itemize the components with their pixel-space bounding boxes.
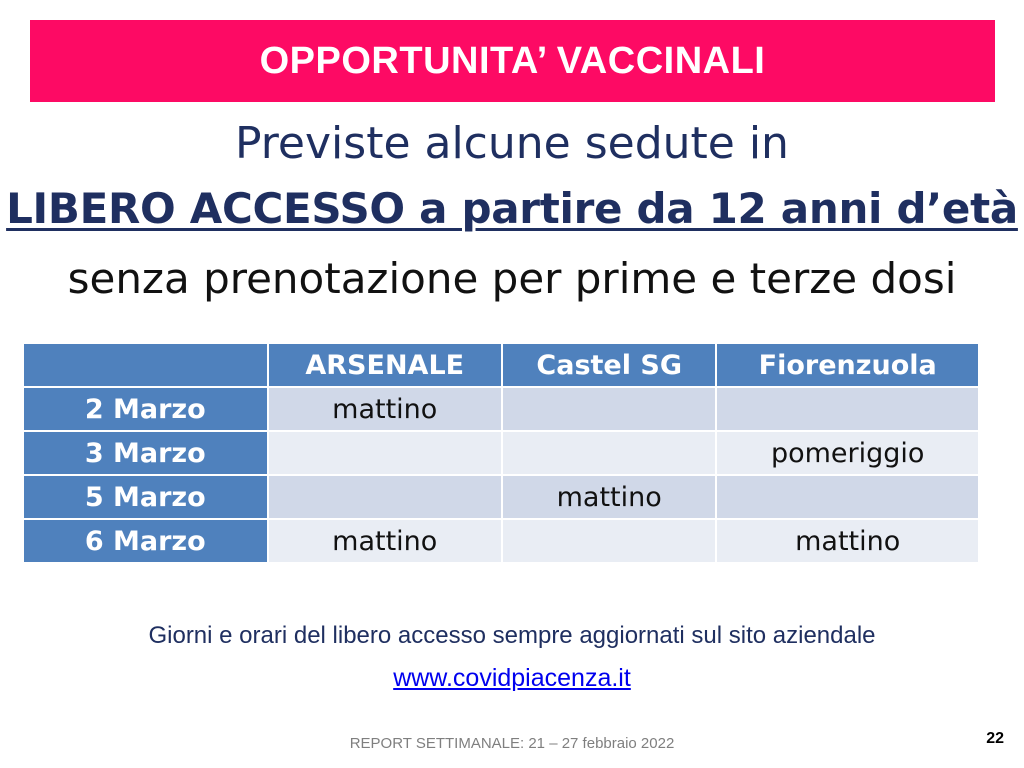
table-row xyxy=(23,387,979,431)
page-number: 22 xyxy=(986,730,1004,747)
table-row xyxy=(23,475,979,519)
column-header-fiorenzuola: Fiorenzuola xyxy=(716,343,979,387)
table-header-row xyxy=(23,343,979,387)
column-header-castel-sg: Castel SG xyxy=(502,343,716,387)
table-cell: mattino xyxy=(502,475,716,519)
row-header-date: 3 Marzo xyxy=(23,431,268,475)
table-cell: pomeriggio xyxy=(716,431,979,475)
table-cell xyxy=(268,431,502,475)
slide-title: OPPORTUNITA’ VACCINALI xyxy=(259,39,766,82)
row-header-date: 2 Marzo xyxy=(23,387,268,431)
headline-line-1: Previste alcune sedute in xyxy=(235,118,789,169)
schedule-table xyxy=(22,342,980,564)
table-cell xyxy=(502,431,716,475)
row-header-date: 5 Marzo xyxy=(23,475,268,519)
website-link-container xyxy=(0,664,1024,693)
website-link[interactable]: www.covidpiacenza.it xyxy=(393,664,631,692)
table-cell xyxy=(716,387,979,431)
title-banner xyxy=(30,20,995,102)
report-footer: REPORT SETTIMANALE: 21 – 27 febbraio 2022 xyxy=(349,735,675,752)
table-cell: mattino xyxy=(716,519,979,563)
headline-line-3: senza prenotazione per prime e terze dosi xyxy=(67,254,957,303)
info-note: Giorni e orari del libero accesso sempre aggiornati sul sito aziendale xyxy=(148,622,876,649)
table-cell xyxy=(716,475,979,519)
table-cell: mattino xyxy=(268,387,502,431)
column-header-arsenale: ARSENALE xyxy=(268,343,502,387)
headline-line-2: LIBERO ACCESSO a partire da 12 anni d’età xyxy=(6,184,1018,233)
table-cell: mattino xyxy=(268,519,502,563)
column-header-blank xyxy=(23,343,268,387)
table-row xyxy=(23,519,979,563)
table-cell xyxy=(502,519,716,563)
table-row xyxy=(23,431,979,475)
table-cell xyxy=(502,387,716,431)
table-cell xyxy=(268,475,502,519)
row-header-date: 6 Marzo xyxy=(23,519,268,563)
